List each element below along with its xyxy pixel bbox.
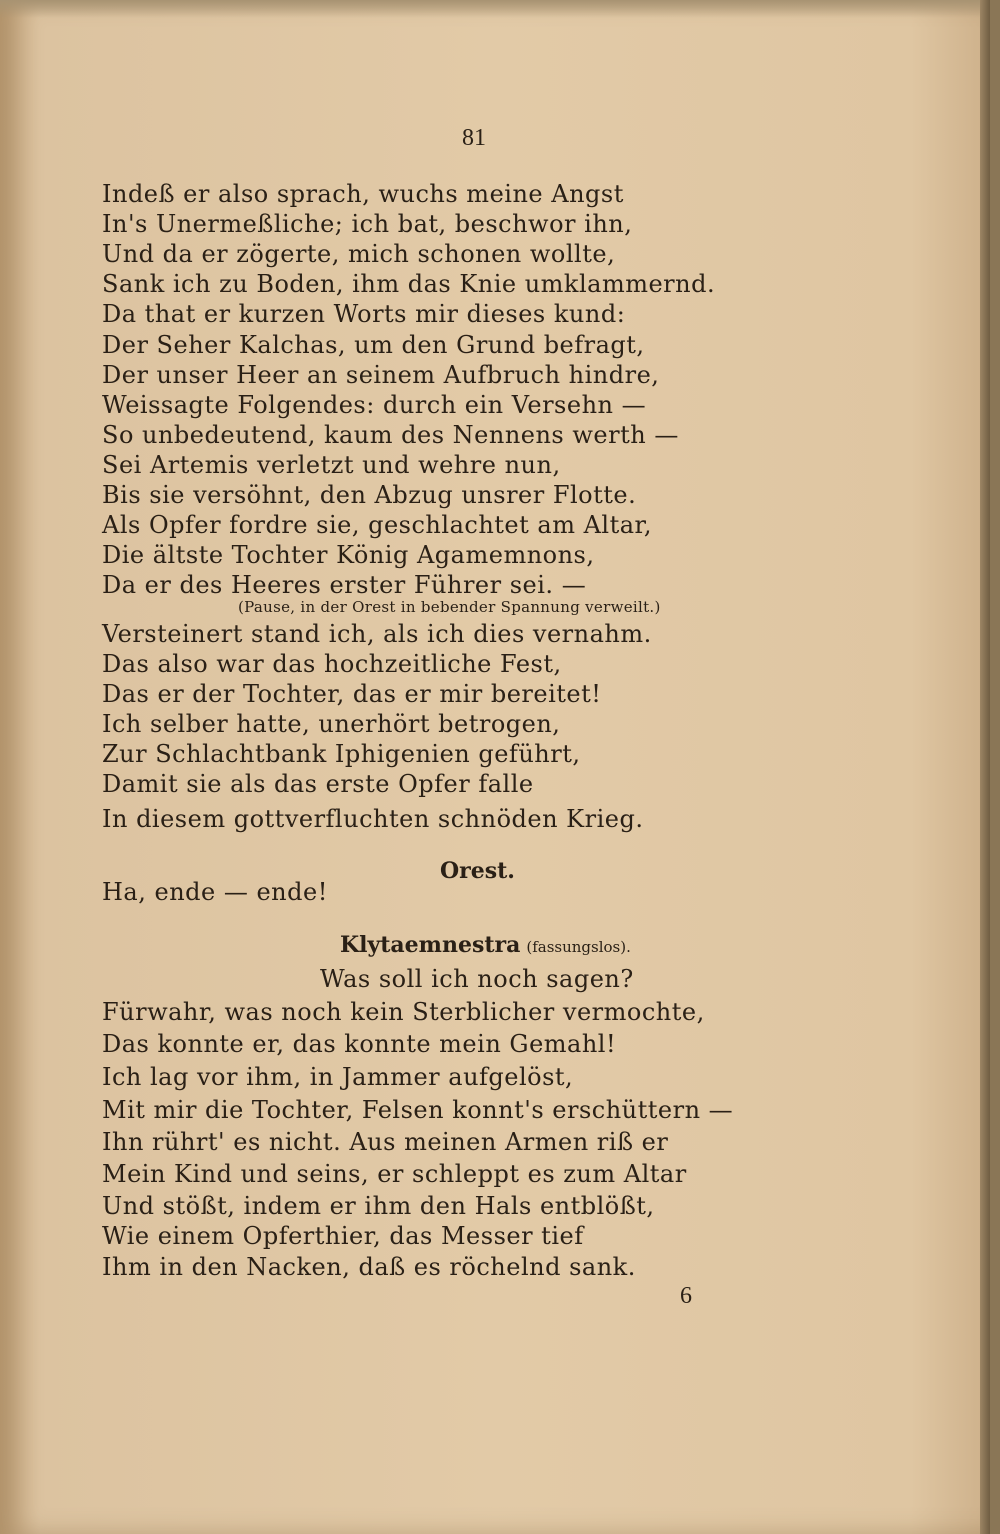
verse-line: Der unser Heer an seinem Aufbruch hindre,	[102, 361, 660, 389]
stage-direction: (Pause, in der Orest in bebender Spannung verweilt.)	[238, 598, 661, 616]
verse-line: Und stößt, indem er ihm den Hals entblößt,	[102, 1192, 655, 1220]
speaker-name-klytaemnestra	[340, 932, 631, 958]
verse-line: Der Seher Kalchas, um den Grund befragt,	[102, 331, 645, 359]
signature-number: 6	[680, 1283, 692, 1309]
verse-line: Fürwahr, was noch kein Sterblicher vermochte,	[102, 998, 705, 1026]
page-edge	[980, 0, 990, 1534]
verse-line: In's Unermeßliche; ich bat, beschwor ihn,	[102, 210, 633, 238]
verse-line: Das er der Tochter, das er mir bereitet!	[102, 680, 602, 708]
verse-line: Ihm in den Nacken, daß es röchelnd sank.	[102, 1253, 636, 1281]
verse-line: Das konnte er, das konnte mein Gemahl!	[102, 1030, 617, 1058]
verse-line: Bis sie versöhnt, den Abzug unsrer Flotte.	[102, 481, 637, 509]
verse-line: Die ältste Tochter König Agamemnons,	[102, 541, 595, 569]
orest-line: Ha, ende — ende!	[102, 878, 328, 906]
verse-line: Ich lag vor ihm, in Jammer aufgelöst,	[102, 1063, 574, 1091]
verse-line: Und da er zögerte, mich schonen wollte,	[102, 240, 616, 268]
verse-line: Sank ich zu Boden, ihm das Knie umklammernd.	[102, 270, 716, 298]
verse-line: Mein Kind und seins, er schleppt es zum Altar	[102, 1160, 687, 1188]
verse-line: Was soll ich noch sagen?	[320, 965, 634, 993]
verse-line: Das also war das hochzeitliche Fest,	[102, 650, 562, 678]
verse-line: Sei Artemis verletzt und wehre nun,	[102, 451, 561, 479]
page-number: 81	[462, 125, 486, 151]
verse-line: Versteinert stand ich, als ich dies vernahm.	[102, 620, 652, 648]
verse-line: Da that er kurzen Worts mir dieses kund:	[102, 300, 626, 328]
page-top-shadow	[0, 0, 990, 18]
verse-line: Ihn rührt' es nicht. Aus meinen Armen riß er	[102, 1128, 669, 1156]
verse-line: Als Opfer fordre sie, geschlachtet am Altar,	[102, 511, 653, 539]
verse-line: In diesem gottverfluchten schnöden Krieg.	[102, 805, 644, 833]
verse-line: So unbedeutend, kaum des Nennens werth —	[102, 421, 679, 449]
verse-line: Weissagte Folgendes: durch ein Versehn —	[102, 391, 647, 419]
verse-line: Indeß er also sprach, wuchs meine Angst	[102, 180, 624, 208]
speaker-direction: (fassungslos).	[526, 938, 631, 956]
verse-line: Wie einem Opferthier, das Messer tief	[102, 1222, 584, 1250]
speaker-name-orest: Orest.	[440, 858, 515, 884]
verse-line: Da er des Heeres erster Führer sei. —	[102, 571, 587, 599]
verse-line: Zur Schlachtbank Iphigenien geführt,	[102, 740, 581, 768]
verse-line: Mit mir die Tochter, Felsen konnt's erschüttern —	[102, 1096, 734, 1124]
speaker-name: Klytaemnestra	[340, 932, 521, 958]
verse-line: Ich selber hatte, unerhört betrogen,	[102, 710, 561, 738]
verse-line: Damit sie als das erste Opfer falle	[102, 770, 534, 798]
